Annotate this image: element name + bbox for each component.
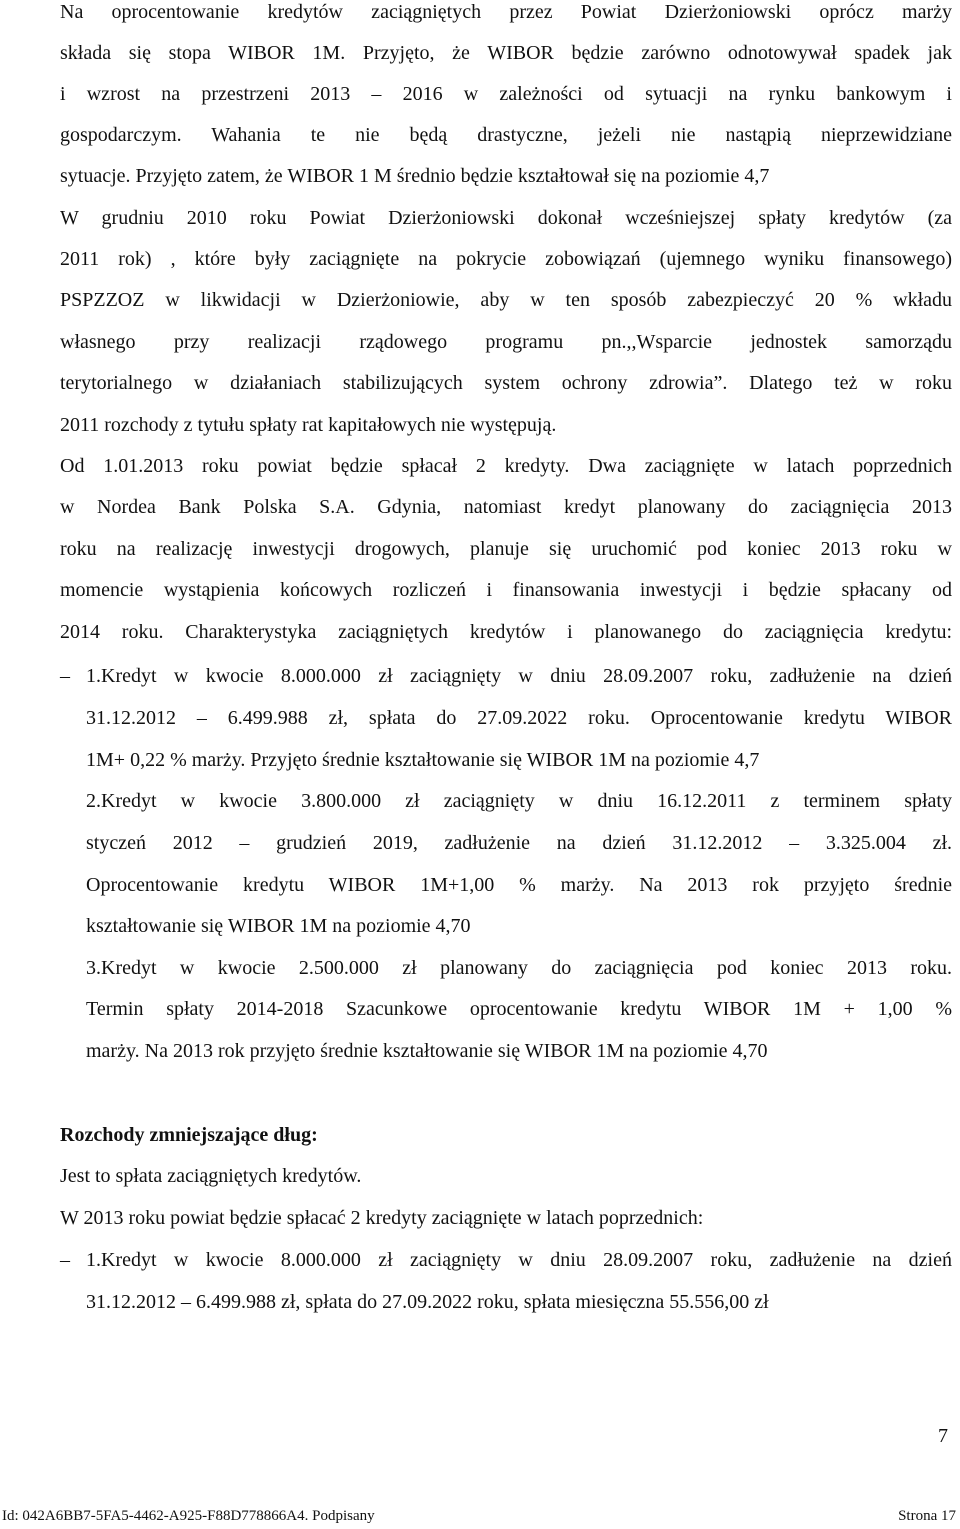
paragraph1-line-5: sytuacje. Przyjęto zatem, że WIBOR 1 M średnio będzie kształtował się na poziomie 4,7 (60, 165, 770, 187)
footer-page-label: Strona 17 (898, 1508, 956, 1524)
paragraph3-line-5: 2014 roku. Charakterystyka zaciągniętych kredytów i planowanego do zaciągnięcia kredytu: (60, 621, 952, 643)
section-list-dash: – (60, 1249, 70, 1271)
credit1-line-1: 1.Kredyt w kwocie 8.000.000 zł zaciągnięty w dniu 28.09.2007 roku, zadłużenie na dzień (86, 665, 952, 687)
paragraph3-line-4: momencie wystąpienia końcowych rozliczeń i finansowania inwestycji i będzie spłacany od (60, 579, 952, 601)
paragraph2-line-1: W grudniu 2010 roku Powiat Dzierżoniowski dokonał wcześniejszej spłaty kredytów (za (60, 207, 952, 229)
page-number: 7 (938, 1425, 948, 1447)
credit2-line-1: 2.Kredyt w kwocie 3.800.000 zł zaciągnięty w dniu 16.12.2011 z terminem spłaty (86, 790, 952, 812)
paragraph1-line-1: Na oprocentowanie kredytów zaciągniętych przez Powiat Dzierżoniowski oprócz marży (60, 1, 952, 23)
section-item1-line-2: 31.12.2012 – 6.499.988 zł, spłata do 27.09.2022 roku, spłata miesięczna 55.556,00 zł (86, 1291, 769, 1313)
credit2-line-3: Oprocentowanie kredytu WIBOR 1M+1,00 % marży. Na 2013 rok przyjęto średnie (86, 874, 952, 896)
credit1-line-3: 1M+ 0,22 % marży. Przyjęto średnie kształtowanie się WIBOR 1M na poziomie 4,7 (86, 749, 760, 771)
section-heading: Rozchody zmniejszające dług: (60, 1124, 318, 1146)
credit2-line-4: kształtowanie się WIBOR 1M na poziomie 4,70 (86, 915, 471, 937)
paragraph3-line-2: w Nordea Bank Polska S.A. Gdynia, natomiast kredyt planowany do zaciągnięcia 2013 (60, 496, 952, 518)
paragraph2-line-5: terytorialnego w działaniach stabilizujących system ochrony zdrowia”. Dlatego też w roku (60, 372, 952, 394)
paragraph1-line-2: składa się stopa WIBOR 1M. Przyjęto, że WIBOR będzie zarówno odnotowywał spadek jak (60, 42, 952, 64)
list-dash: – (60, 665, 70, 687)
credit3-line-1: 3.Kredyt w kwocie 2.500.000 zł planowany do zaciągnięcia pod koniec 2013 roku. (86, 957, 952, 979)
paragraph2-line-6: 2011 rozchody z tytułu spłaty rat kapitałowych nie występują. (60, 414, 557, 436)
section-line-1: Jest to spłata zaciągniętych kredytów. (60, 1165, 362, 1187)
paragraph2-line-4: własnego przy realizacji rządowego programu pn.,,Wsparcie jednostek samorządu (60, 331, 952, 353)
footer-id: Id: 042A6BB7-5FA5-4462-A925-F88D778866A4. Podpisany (2, 1508, 375, 1524)
section-item1-line-1: 1.Kredyt w kwocie 8.000.000 zł zaciągnięty w dniu 28.09.2007 roku, zadłużenie na dzień (86, 1249, 952, 1271)
paragraph2-line-2: 2011 rok) , które były zaciągnięte na pokrycie zobowiązań (ujemnego wyniku finansowego) (60, 248, 952, 270)
section-line-2: W 2013 roku powiat będzie spłacać 2 kredyty zaciągnięte w latach poprzednich: (60, 1207, 704, 1229)
paragraph3-line-3: roku na realizację inwestycji drogowych, planuje się uruchomić pod koniec 2013 roku w (60, 538, 952, 560)
credit3-line-3: marży. Na 2013 rok przyjęto średnie kształtowanie się WIBOR 1M na poziomie 4,70 (86, 1040, 768, 1062)
paragraph1-line-3: i wzrost na przestrzeni 2013 – 2016 w zależności od sytuacji na rynku bankowym i (60, 83, 952, 105)
paragraph3-line-1: Od 1.01.2013 roku powiat będzie spłacał 2 kredyty. Dwa zaciągnięte w latach poprzednich (60, 455, 952, 477)
credit3-line-2: Termin spłaty 2014-2018 Szacunkowe oprocentowanie kredytu WIBOR 1M + 1,00 % (86, 998, 952, 1020)
credit1-line-2: 31.12.2012 – 6.499.988 zł, spłata do 27.09.2022 roku. Oprocentowanie kredytu WIBOR (86, 707, 952, 729)
credit2-line-2: styczeń 2012 – grudzień 2019, zadłużenie na dzień 31.12.2012 – 3.325.004 zł. (86, 832, 952, 854)
paragraph1-line-4: gospodarczym. Wahania te nie będą drastyczne, jeżeli nie nastąpią nieprzewidziane (60, 124, 952, 146)
paragraph2-line-3: PSPZZOZ w likwidacji w Dzierżoniowie, aby w ten sposób zabezpieczyć 20 % wkładu (60, 289, 952, 311)
